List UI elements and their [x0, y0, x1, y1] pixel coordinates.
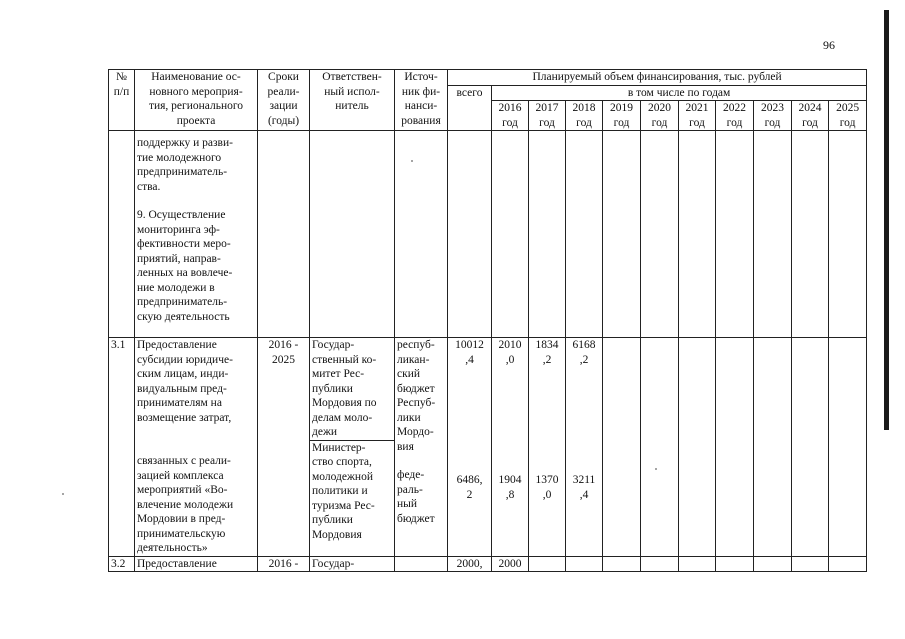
table-row-3-2 — [109, 556, 867, 572]
row-3-1-2018-2: 3211 ,4 — [572, 474, 596, 501]
header-planned: Планируемый объем финансирования, тыс. рублей — [448, 70, 867, 86]
row-3-2-terms: 2016 - — [258, 556, 310, 572]
header-source: Источ- ник фи- нанси- рования — [395, 70, 448, 131]
header-year-2021: 2021 год — [679, 101, 716, 131]
header-year-2017: 2017 год — [529, 101, 566, 131]
row-3-1-2017-2: 1370 ,0 — [535, 474, 559, 501]
header-year-2019: 2019 год — [603, 101, 641, 131]
row-3-1-source-1: респуб- ликан- ский бюджет Респуб- лики Мордо- вия — [397, 339, 436, 453]
row-3-1-2018-cell — [566, 338, 603, 557]
row-3-1-total-1: 10012 ,4 — [455, 339, 484, 366]
row-3-2-responsible: Государ- — [310, 556, 395, 572]
row-3-1-total-2: 6486, 2 — [456, 474, 483, 501]
header-year-2024: 2024 год — [792, 101, 829, 131]
header-total: всего — [448, 85, 492, 131]
row-3-1-name-cell — [135, 338, 258, 557]
continuation-text-2: 9. Осуществление мониторинга эф- фективности меро- приятий, направ- ленных на вовлече- ние молодежи в предприниматель- скую деятельность — [137, 209, 233, 323]
row-3-1-source-cell — [395, 338, 448, 557]
scan-speck — [62, 493, 64, 495]
continuation-text-1: поддержку и разви- тие молодежного предприниматель- ства. — [137, 137, 233, 193]
row-3-1-2016-1: 2010 ,0 — [498, 339, 522, 366]
row-3-1-total-cell — [448, 338, 492, 557]
row-3-2-total: 2000, — [448, 556, 492, 572]
row-3-1-responsible-2: Министер- ство спорта, молодежной политики и туризма Рес- публики Мордовия — [310, 440, 395, 556]
row-3-1-2016-cell — [492, 338, 529, 557]
continuation-text-cell — [135, 131, 258, 338]
header-year-2018: 2018 год — [566, 101, 603, 131]
page-number: 96 — [823, 38, 835, 52]
header-name: Наименование ос- новного мероприя- тия, регионального проекта — [135, 70, 258, 131]
row-3-1-terms: 2016 - 2025 — [258, 338, 310, 557]
row-3-2-num: 3.2 — [109, 556, 135, 572]
header-year-2020: 2020 год — [641, 101, 679, 131]
header-year-2023: 2023 год — [754, 101, 792, 131]
row-3-2-name: Предоставление — [135, 556, 258, 572]
header-by-years: в том числе по годам — [492, 85, 867, 101]
header-year-2016: 2016 год — [492, 101, 529, 131]
row-3-1-2017-cell — [529, 338, 566, 557]
row-3-1-name-bottom: связанных с реали- зацией комплекса мероприятий «Во- влечение молодежи Мордовии в пред- принимательскую деятельность» — [137, 455, 234, 554]
financing-table — [108, 69, 867, 572]
row-3-1-2017-1: 1834 ,2 — [535, 339, 559, 366]
row-3-1-name-top: Предоставление субсидии юридиче- ским лицам, инди- видуальным пред- принимателям на возмещение затрат, — [137, 339, 233, 424]
row-3-1-source-2: феде- раль- ный бюджет — [397, 469, 435, 525]
row-3-1-2018-1: 6168 ,2 — [572, 339, 596, 366]
binding-edge — [884, 10, 889, 430]
header-year-2025: 2025 год — [829, 101, 867, 131]
header-terms: Сроки реали- зации (годы) — [258, 70, 310, 131]
header-num: № п/п — [109, 70, 135, 131]
header-year-2022: 2022 год — [716, 101, 754, 131]
table-row-continuation — [109, 131, 867, 338]
header-responsible: Ответствен- ный испол- нитель — [310, 70, 395, 131]
row-3-1-responsible-1: Государ- ственный ко- митет Рес- публики Мордовия по делам моло- дежи — [310, 338, 395, 441]
row-3-2-2016: 2000 — [492, 556, 529, 572]
row-3-1-num: 3.1 — [109, 338, 135, 557]
table-row-3-1 — [109, 338, 867, 441]
row-3-1-2016-2: 1904 ,8 — [498, 474, 522, 501]
